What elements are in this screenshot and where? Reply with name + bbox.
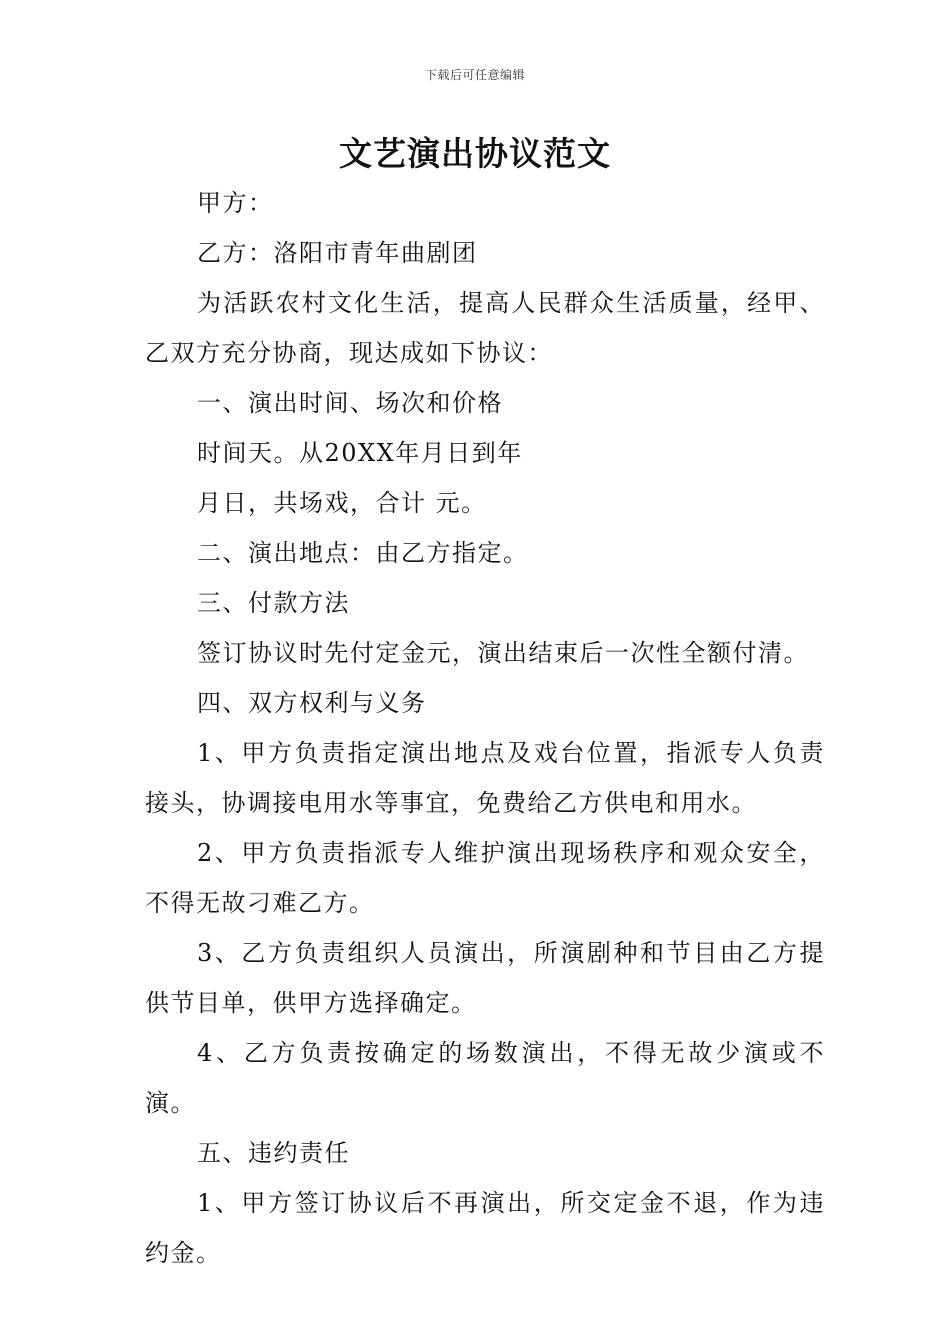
paragraph-clause-5-1: 1、甲方签订协议后不再演出，所交定金不退，作为违约金。 — [145, 1189, 825, 1267]
paragraph-clause-4-4: 4、乙方负责按确定的场数演出，不得无故少演或不演。 — [145, 1039, 825, 1117]
section-heading-1: 一、演出时间、场次和价格 — [197, 389, 503, 417]
document-body — [145, 178, 825, 1278]
section-heading-3: 三、付款方法 — [197, 589, 350, 617]
section-heading-5: 五、违约责任 — [197, 1139, 350, 1167]
paragraph-party-a: 甲方： — [197, 189, 274, 217]
section-heading-4: 四、双方权利与义务 — [197, 689, 427, 717]
section-heading-2: 二、演出地点：由乙方指定。 — [197, 539, 529, 567]
document-title: 文艺演出协议范文 — [339, 134, 611, 173]
paragraph-time: 时间天。从20XX年月日到年 — [197, 439, 523, 467]
paragraph-clause-4-3: 3、乙方负责组织人员演出，所演剧种和节目由乙方提供节目单，供甲方选择确定。 — [145, 939, 825, 1017]
paragraph-clause-4-2: 2、甲方负责指派专人维护演出现场秩序和观众安全，不得无故刁难乙方。 — [145, 839, 825, 917]
header-note: 下载后可任意编辑 — [424, 68, 525, 82]
paragraph-preamble: 为活跃农村文化生活，提高人民群众生活质量，经甲、乙双方充分协商，现达成如下协议： — [145, 289, 825, 367]
paragraph-shows: 月日，共场戏，合计 元。 — [197, 489, 487, 517]
paragraph-payment: 签订协议时先付定金元，演出结束后一次性全额付清。 — [197, 639, 809, 667]
paragraph-party-b: 乙方：洛阳市青年曲剧团 — [197, 239, 478, 267]
paragraph-clause-4-1: 1、甲方负责指定演出地点及戏台位置，指派专人负责接头，协调接电用水等事宜，免费给乙方供电和用水。 — [145, 739, 825, 817]
